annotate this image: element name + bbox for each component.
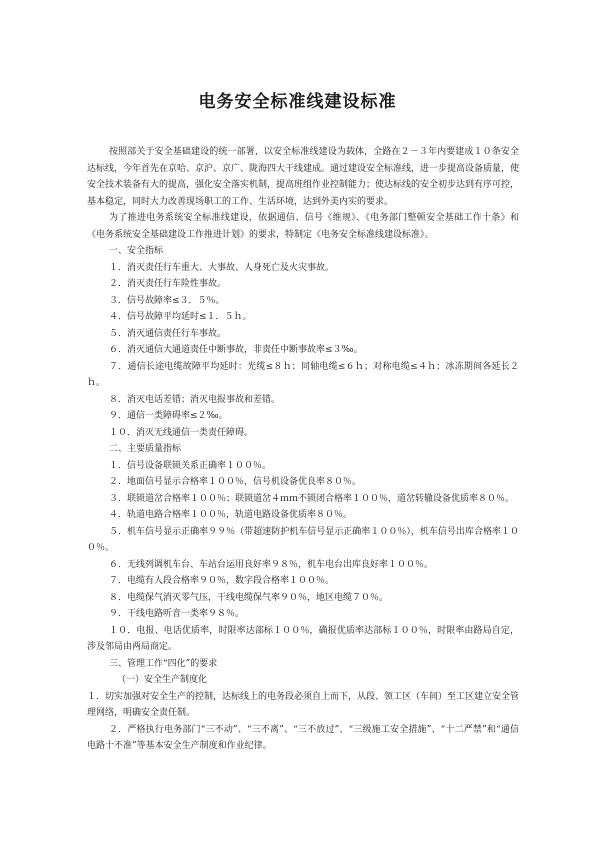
list-item: １０．消灭无线通信一类责任障碍。: [109, 427, 254, 438]
section-heading-safety: 一、安全指标: [109, 246, 164, 256]
list-item: ７．电缆有人段合格率９０％，数字段合格率１００％。: [109, 576, 335, 586]
list-item: ９．通信一类障碍率≤２‰。: [109, 411, 228, 421]
list-item: ６．无线列调机车台、车站台运用良好率９８％，机车电台出库良好率１００％。: [109, 559, 434, 570]
list-item: ６．消灭通信大通道责任中断事故，非责任中断事故率≤３‰。: [109, 345, 363, 355]
list-item: ４．信号故障平均延时≤１．５ｈ。: [109, 312, 252, 322]
list-item: ２．地面信号显示合格率１００％，信号机设备优良率８０％。: [109, 477, 362, 487]
list-item: １．信号设备联锁关系正确率１００％。: [109, 460, 272, 471]
document-body: [87, 144, 519, 755]
paragraph-purpose: 为了推进电务系统安全标准线建设，依据通信、信号《维规》、《电务部门整顿安全基础工作十条》和《电务系统安全基础建设工作推进计划》的要求，特制定《电务安全标准线建设标准》。: [87, 213, 519, 240]
list-item: ８．消灭电话差错；消灭电报事故和差错。: [109, 394, 281, 405]
section-heading-management: 三、管理工作“四化”的要求: [109, 658, 218, 669]
list-item: ７．通信长途电缆故障平均延时：光缆≤８ｈ；同轴电缆≤６ｈ；对称电缆≤４ｈ；冰冻期间各延长２ｈ。: [87, 361, 519, 388]
paragraph-intro: 按照部关于安全基础建设的统一部署，以安全标准线建设为载体，全路在２－３年内要建成１０条安全达标线，今年首先在京哈、京沪、京广、陇海四大干线建成。通过建设安全标准线，进一步提高设备质量，使安全技术装备有大的提高，强化安全落实机制，提高班组作业控制能力；使达标线的安全初步达到有序可控，基本稳定，同时大力改善现场职工的工作、生活环境，达到外美内实的要求。: [87, 147, 520, 207]
list-item: ５．机车信号显示正确率９９％（带超速防护机车信号显示正确率１００％），机车信号出库合格率１００％。: [87, 526, 519, 553]
list-item: ４．轨道电路合格率１００％，轨道电路设备优质率８０％。: [109, 510, 353, 520]
list-item: １．消灭责任行车重大、大事故、人身死亡及火灾事故。: [109, 262, 335, 273]
list-item: ２．消灭责任行车险性事故。: [109, 279, 227, 289]
list-item: ５．消灭通信责任行车事故。: [109, 328, 227, 339]
list-item: ３．联锁道岔合格率１００％；联锁道岔４ｍｍ不锁闭合格率１００％，道岔转辙设备优质率８０％。: [109, 493, 515, 504]
list-item: ９．干线电路听音一类率９８％。: [109, 609, 245, 619]
list-item: ２．严格执行电务部门“三不动”、“三不离”、“三不放过”、“三级施工安全措施”、“十二严禁”和“通信电路十不准”等基本安全生产制度和作业纪律。: [87, 724, 519, 751]
list-item: １０．电报、电话优质率，时限率达部标１００％，确报优质率达部标１００％，时限率由路局自定，涉及邻局由两局商定。: [87, 625, 519, 652]
list-item: １．切实加强对安全生产的控制，达标线上的电务段必须自上而下，从段、领工区（车间）至工区建立安全管理网络，明确安全责任制。: [87, 691, 520, 718]
list-item: ８．电缆保气消灭零气压，干线电缆保气率９０％，地区电缆７０％。: [109, 592, 389, 603]
document-title: 电务安全标准线建设标准: [198, 92, 397, 112]
list-item: ３．信号故障率≤３．５％。: [109, 295, 225, 306]
subsection-heading: （一）安全生产制度化: [117, 675, 208, 685]
section-heading-quality: 二、主要质量指标: [109, 444, 182, 454]
